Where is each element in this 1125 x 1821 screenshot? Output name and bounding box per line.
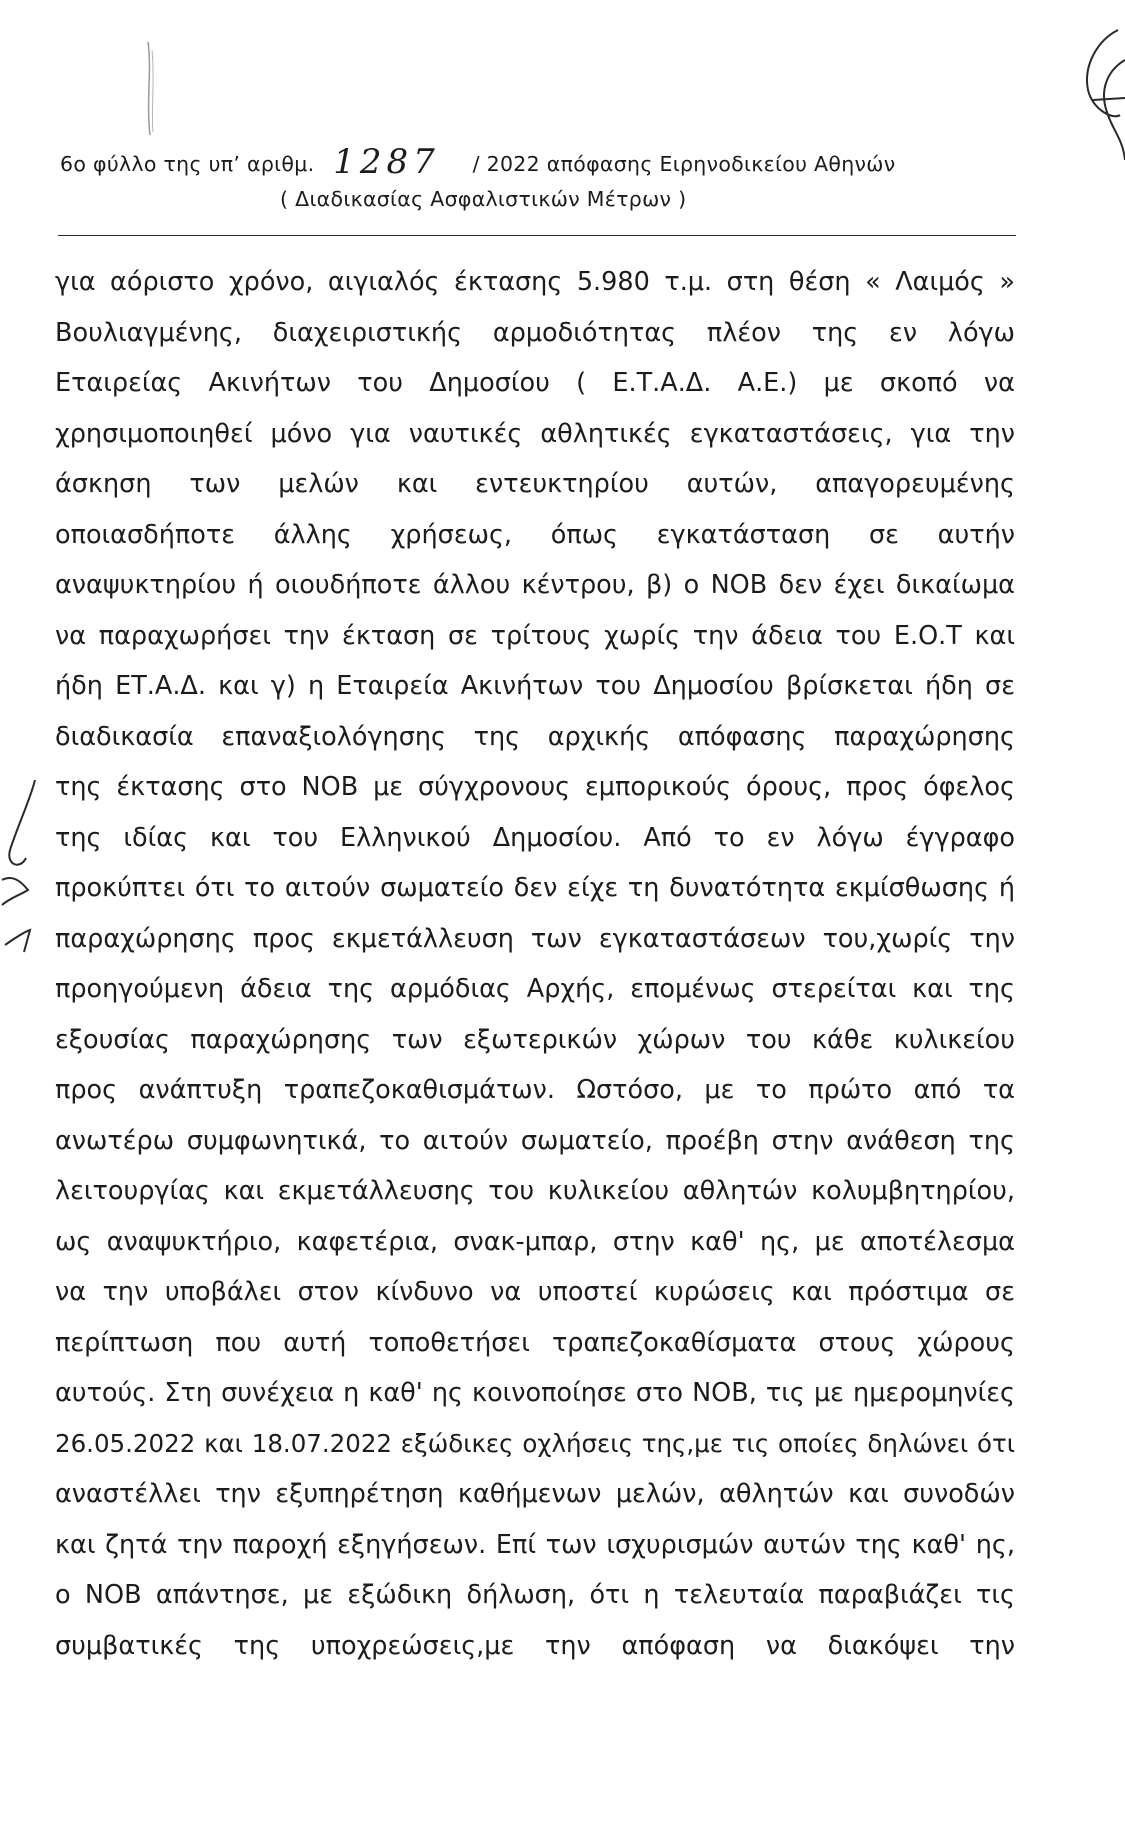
header-divider [58, 235, 1016, 236]
text-line: οποιασδήποτε άλλης χρήσεως, όπως εγκατάσταση σε αυτήν [55, 519, 1015, 550]
text-line: ως αναψυκτήριο, καφετέρια, σνακ-μπαρ, στην καθ' ης, με αποτέλεσμα [55, 1226, 1015, 1257]
text-line: ο ΝΟΒ απάντησε, με εξώδικη δήλωση, ότι η τελευταία παραβιάζει τις [55, 1580, 1015, 1610]
text-line: ήδη ΕΤ.Α.Δ. και γ) η Εταιρεία Ακινήτων του Δημοσίου βρίσκεται ήδη σε [55, 671, 1015, 701]
text-line: διαδικασία επαναξιολόγησης της αρχικής απόφασης παραχώρησης [55, 721, 1015, 752]
paper-crease-icon [136, 40, 166, 140]
text-line: της έκτασης στο ΝΟΒ με σύγχρονους εμπορικούς όρους, προς όφελος [55, 772, 1015, 802]
text-line: ανωτέρω συμφωνητικά, το αιτούν σωματείο, προέβη στην ανάθεση της [55, 1125, 1015, 1156]
text-line: αναστέλλει την εξυπηρέτηση καθήμενων μελών, αθλητών και συνοδών [55, 1479, 1015, 1509]
text-line: προς ανάπτυξη τραπεζοκαθισμάτων. Ωστόσο, με το πρώτο από τα [55, 1075, 1015, 1105]
body-paragraph [55, 262, 1015, 1676]
text-line: για αόριστο χρόνο, αιγιαλός έκτασης 5.980 τ.μ. στη θέση « Λαιμός » [55, 267, 1015, 297]
text-line: άσκηση των μελών και εντευκτηρίου αυτών, απαγορευμένης [55, 469, 1015, 499]
text-line: Βουλιαγμένης, διαχειριστικής αρμοδιότητας πλέον της εν λόγω [55, 317, 1015, 348]
text-line: παραχώρησης προς εκμετάλλευση των εγκαταστάσεων του,χωρίς την [55, 923, 1015, 954]
text-line: να παραχωρήσει την έκταση σε τρίτους χωρίς την άδεια του Ε.Ο.Τ και [55, 620, 1015, 651]
text-line: 26.05.2022 και 18.07.2022 εξώδικες οχλήσεις της,με τις οποίες δηλώνει ότι [55, 1428, 1015, 1458]
text-line: και ζητά την παροχή εξηγήσεων. Επί των ισχυρισμών αυτών της καθ' ης, [55, 1529, 1015, 1560]
text-line: λειτουργίας και εκμετάλλευσης του κυλικείου αθλητών κολυμβητηρίου, [55, 1176, 1015, 1206]
handwritten-stamp-icon [1068, 20, 1125, 160]
handwritten-margin-mark-icon [0, 780, 60, 980]
text-line: προκύπτει ότι το αιτούν σωματείο δεν είχε τη δυνατότητα εκμίσθωσης ή [55, 873, 1015, 903]
procedure-type: ( Διαδικασίας Ασφαλιστικών Μέτρων ) [280, 187, 687, 211]
text-line: χρησιμοποιηθεί μόνο για ναυτικές αθλητικές εγκαταστάσεις, για την [55, 418, 1015, 449]
text-line: αναψυκτηρίου ή οιουδήποτε άλλου κέντρου, β) ο ΝΟΒ δεν έχει δικαίωμα [55, 570, 1015, 600]
text-line: εξουσίας παραχώρησης των εξωτερικών χώρων του κάθε κυλικείου [55, 1024, 1015, 1055]
header-reference-line [60, 140, 1020, 180]
text-line: της ιδίας και του Ελληνικού Δημοσίου. Από το εν λόγω έγγραφο [55, 822, 1015, 853]
decision-suffix: / 2022 απόφασης Ειρηνοδικείου Αθηνών [472, 152, 896, 176]
sheet-label: 6ο φύλλο της υπ’ αριθμ. [60, 152, 315, 176]
text-line: συμβατικές της υποχρεώσεις,με την απόφαση να διακόψει την [55, 1630, 1015, 1661]
text-line: να την υποβάλει στον κίνδυνο να υποστεί κυρώσεις και πρόστιμα σε [55, 1277, 1015, 1307]
text-line: αυτούς. Στη συνέχεια η καθ' ης κοινοποίησε στο ΝΟΒ, τις με ημερομηνίες [55, 1378, 1015, 1408]
decision-number: 1287 [333, 142, 440, 182]
text-line: περίπτωση που αυτή τοποθετήσει τραπεζοκαθίσματα στους χώρους [55, 1327, 1015, 1358]
text-line: Εταιρείας Ακινήτων του Δημοσίου ( Ε.Τ.Α.Δ. Α.Ε.) με σκοπό να [55, 368, 1015, 398]
text-line: προηγούμενη άδεια της αρμόδιας Αρχής, επομένως στερείται και της [55, 974, 1015, 1004]
